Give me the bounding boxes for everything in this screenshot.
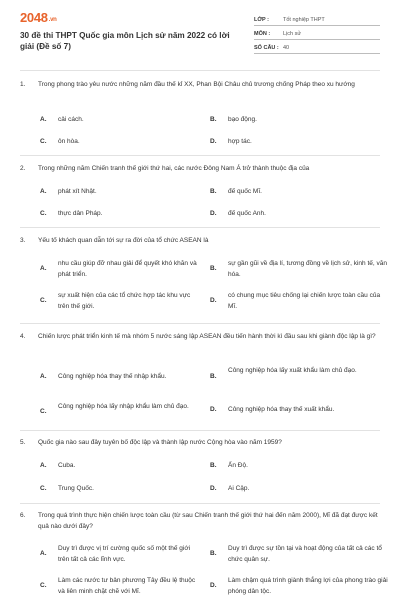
- divider: [20, 70, 380, 71]
- divider: [20, 227, 380, 228]
- divider: [20, 430, 380, 431]
- question-text: Trong quá trình thực hiện chiến lược toàn cầu (từ sau Chiến tranh thế giới thứ hai đến năm 2000), Mĩ đã đạt được kết quả nào dưới đây?: [38, 512, 378, 530]
- meta-question-count-value: 40: [283, 45, 290, 51]
- meta-question-count-label: SỐ CÂU :: [254, 45, 279, 51]
- divider: [20, 503, 380, 504]
- question-text: Chiến lược phát triển kinh tế mà nhóm 5 nước sáng lập ASEAN đều tiến hành thời kì đầu sau khi giành độc lập là gì?: [38, 333, 376, 340]
- question-text: Quốc gia nào sau đây tuyên bố độc lập và thành lập nước Cộng hòa vào năm 1959?: [38, 439, 282, 446]
- page-header: [0, 0, 400, 60]
- question-text: Trong những năm Chiến tranh thế giới thứ hai, các nước Đông Nam Á trở thành thuộc địa của: [38, 165, 310, 172]
- site-logo[interactable]: 2048.vn: [20, 10, 57, 25]
- divider: [20, 323, 380, 324]
- meta-subject-label: MÔN :: [254, 31, 271, 37]
- meta-grade: [254, 14, 380, 26]
- meta-subject-value: Lịch sử: [283, 31, 302, 37]
- question-text: Yếu tố khách quan dẫn tới sự ra đời của tổ chức ASEAN là: [38, 237, 209, 244]
- meta-subject: [254, 28, 380, 40]
- question-number: 4.: [20, 333, 26, 340]
- meta-grade-value: Tốt nghiệp THPT: [283, 17, 325, 23]
- question-number: 3.: [20, 237, 26, 244]
- question-number: 1.: [20, 81, 26, 88]
- question-text: Trong phong trào yêu nước những năm đầu thế kỉ XX, Phan Bội Châu chủ trương chống Pháp theo xu hướng: [38, 81, 355, 88]
- document-title: 30 đề thi THPT Quốc gia môn Lịch sử năm 2022 có lời giải (Đề số 7): [20, 31, 230, 51]
- meta-grade-label: LỚP :: [254, 17, 269, 23]
- question-number: 6.: [20, 512, 26, 519]
- divider: [20, 155, 380, 156]
- question-number: 2.: [20, 165, 26, 172]
- meta-question-count: [254, 42, 380, 54]
- question-number: 5.: [20, 439, 26, 446]
